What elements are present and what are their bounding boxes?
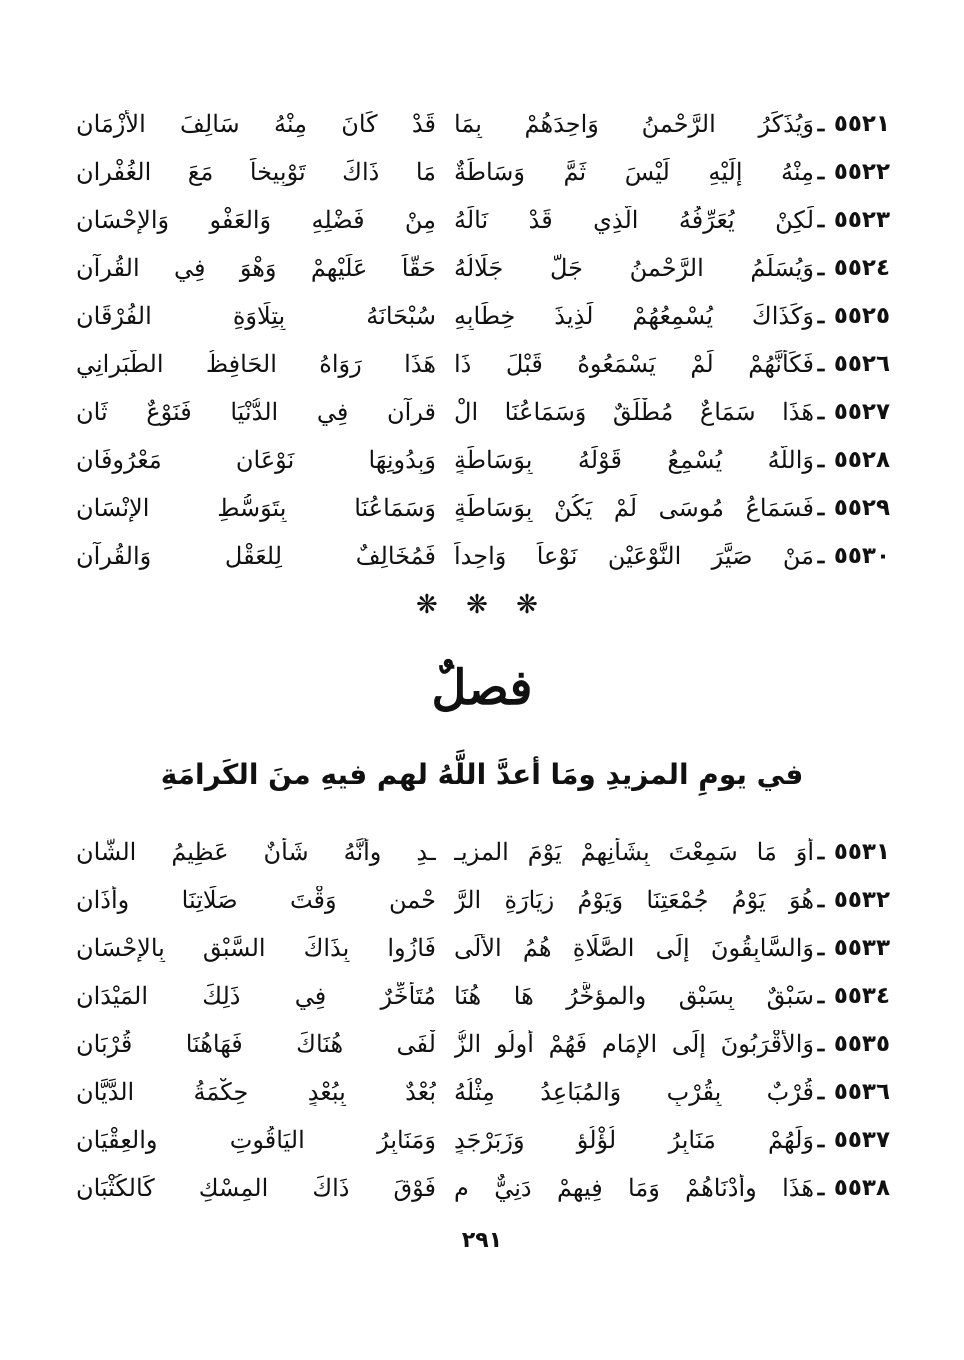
verse-number: ٥٥٣٥: [833, 1031, 890, 1057]
verse-second-hemistich: مِنْ فَضْلِهِ وَالعَفْوِ وَالإحْسَانِ: [76, 206, 436, 234]
verse-row: [60, 148, 890, 196]
verse-second-hemistich: فَازُوا بِذَاكَ السَّبْقِ بِالإحْسَانِ: [76, 934, 436, 962]
verse-dash: ـ: [817, 111, 825, 137]
verse-dash: ـ: [817, 1079, 825, 1105]
verse-dash: ـ: [817, 1175, 825, 1201]
verse-first-hemistich: لَكِنْ يُعَرِّفُهُ الَّذِي قَدْ نَالَهُ: [454, 206, 814, 234]
verse-number: ٥٥٢٩: [833, 495, 890, 521]
verse-first-hemistich: وَيُذَكِّرُ الرَّحْمنُ وَاحِدَهُمْ بِمَا: [454, 110, 814, 138]
verse-row: [60, 1020, 890, 1068]
verse-first-hemistich: وَيُسَلِّمُ الرَّحْمنُ جَلَّ جَلَالُهُ: [454, 254, 814, 282]
verse-dash: ـ: [817, 935, 825, 961]
verse-second-hemistich: مَا ذَاكَ تَوْبِيخاً مَعَ الغُفْرانِ: [76, 158, 436, 186]
verse-dash: ـ: [817, 887, 825, 913]
verse-row: [60, 340, 890, 388]
verse-row: [60, 100, 890, 148]
verse-second-hemistich: فَمُخَالِفٌ لِلعَقْلِ وَالقُرآنِ: [76, 542, 436, 570]
verse-dash: ـ: [817, 543, 825, 569]
verse-second-hemistich: سُبْحَانَهُ بِتِلَاوَةِ الفُرْقَانِ: [76, 302, 436, 330]
verse-number: ٥٥٢٦: [833, 351, 890, 377]
verse-second-hemistich: لْفَى هُنَاكَ فَهَاهُنَا قُرْبَانِ: [76, 1030, 436, 1058]
verse-row: [60, 532, 890, 580]
verse-second-hemistich: حَقّاً عَلَيْهِمْ وَهْوَ فِي القُرآنِ: [76, 254, 436, 282]
verse-dash: ـ: [817, 399, 825, 425]
verse-row: [60, 876, 890, 924]
verse-second-hemistich: ـدِ وأنَّهُ شَأْنٌ عَظِيمُ الشَّانِ: [76, 838, 436, 866]
verse-second-hemistich: مُتَأَخِّرٌ فِي ذَلِكَ المَيْدَانِ: [76, 982, 436, 1010]
verse-first-hemistich: هَذَا سَمَاعٌ مُطْلَقٌ وَسَمَاعُنَا الْ: [454, 398, 814, 426]
verse-second-hemistich: حْمنِ وَقْتَ صَلَاتِنَا وأذَانِ: [76, 886, 436, 914]
verse-number: ٥٥٢٥: [833, 303, 890, 329]
verse-dash: ـ: [817, 447, 825, 473]
verse-number: ٥٥٣٠: [833, 543, 890, 569]
verse-first-hemistich: وَالسَّابِقُونَ إِلَى الصَّلَاةِ هُمُ الأُلَى: [454, 934, 814, 962]
verses-block-top: [60, 100, 890, 580]
verse-number: ٥٥٢٤: [833, 255, 890, 281]
verse-second-hemistich: قَدْ كَانَ مِنْهُ سَالِفَ الأزْمَانِ: [76, 110, 436, 138]
verse-first-hemistich: فَسَمَاعُ مُوسَى لَمْ يَكُنْ بِوَسَاطَةٍ: [454, 494, 814, 522]
verse-row: [60, 1068, 890, 1116]
verse-second-hemistich: بُعْدٌ بِبُعْدٍ حِكْمَةُ الدَّيَّانِ: [76, 1078, 436, 1106]
verse-first-hemistich: أَوَ مَا سَمِعْتَ بِشَأْنِهِمْ يَوْمَ المزيـ: [454, 838, 814, 866]
verse-row: [60, 244, 890, 292]
verse-number: ٥٥٣٣: [833, 935, 890, 961]
verse-dash: ـ: [817, 1127, 825, 1153]
verse-dash: ـ: [817, 983, 825, 1009]
verse-row: [60, 972, 890, 1020]
verse-second-hemistich: وَسَمَاعُنَا بِتَوَسُّطِ الإنْسَانِ: [76, 494, 436, 522]
verse-row: [60, 388, 890, 436]
verse-number: ٥٥٣٧: [833, 1127, 890, 1153]
verse-dash: ـ: [817, 159, 825, 185]
verse-number: ٥٥٢٢: [833, 159, 890, 185]
verse-second-hemistich: هَذَا رَوَاهُ الحَافِظُ الطَّبَرانِي: [76, 350, 436, 378]
verse-number: ٥٥٣٢: [833, 887, 890, 913]
verse-row: [60, 436, 890, 484]
verses-block-bottom: [60, 828, 890, 1212]
verse-dash: ـ: [817, 351, 825, 377]
chapter-heading: فصلٌ: [431, 660, 533, 716]
page-number: ٢٩١: [461, 1228, 503, 1253]
verse-dash: ـ: [817, 495, 825, 521]
verse-row: [60, 292, 890, 340]
verse-first-hemistich: سَبْقٌ بِسَبْقٍ والمؤخَّرُ هَا هُنَا: [454, 982, 814, 1010]
verse-second-hemistich: وَبِدُونِهَا نَوْعَانِ مَعْرُوفَانِ: [76, 446, 436, 474]
verse-first-hemistich: مِنْهُ إِلَيْهِ لَيْسَ ثَمَّ وَسَاطَةٌ: [454, 158, 814, 186]
verse-first-hemistich: وَاللَّهُ يُسْمِعُ قَوْلَهُ بِوَسَاطَةٍ: [454, 446, 814, 474]
verse-first-hemistich: فَكَأَنَّهُمْ لَمْ يَسْمَعُوهُ قَبْلَ ذَا: [454, 350, 814, 378]
verse-row: [60, 1164, 890, 1212]
verse-first-hemistich: وَالأَقْرَبُونَ إِلَى الإِمَامِ فَهُمْ أولُو الزُّ: [454, 1030, 814, 1058]
verse-number: ٥٥٢١: [833, 111, 890, 137]
verse-row: [60, 484, 890, 532]
verse-dash: ـ: [817, 255, 825, 281]
verse-row: [60, 924, 890, 972]
verse-number: ٥٥٣٤: [833, 983, 890, 1009]
verse-row: [60, 1116, 890, 1164]
verse-second-hemistich: فَوْقَ ذَاكَ المِسْكِ كَالكُثْبَانِ: [76, 1174, 436, 1202]
ornament-separator: ❋ ❋ ❋: [416, 590, 548, 620]
verse-second-hemistich: قرآنِ فِي الدُّنْيَا فَنَوْعٌ ثَانِ: [76, 398, 436, 426]
verse-first-hemistich: هَذَا وأَدْنَاهُمْ وَمَا فِيهِمْ دَنِيٌّ م: [454, 1174, 814, 1202]
verse-dash: ـ: [817, 839, 825, 865]
verse-first-hemistich: هُوَ يَوْمُ جُمْعَتِنَا وَيَوْمُ زِيَارَةِ الرَّ: [454, 886, 814, 914]
verse-row: [60, 828, 890, 876]
verse-first-hemistich: قُرْبٌ بِقُرْبٍ وَالمُبَاعِدُ مِثْلُهُ: [454, 1078, 814, 1106]
verse-number: ٥٥٢٣: [833, 207, 890, 233]
verse-number: ٥٥٣٦: [833, 1079, 890, 1105]
section-title: في يومِ المزيدِ ومَا أعدَّ اللَّهُ لهم فيهِ منَ الكَرامَةِ: [160, 758, 804, 791]
verse-first-hemistich: وَكَذَاكَ يُسْمِعُهُمْ لَذِيذَ خِطَابِهِ: [454, 302, 814, 330]
verse-first-hemistich: مَنْ صَيَّرَ النَّوْعَيْنِ نَوْعاً وَاحِداً: [454, 542, 814, 570]
verse-number: ٥٥٢٧: [833, 399, 890, 425]
verse-number: ٥٥٣١: [833, 839, 890, 865]
verse-first-hemistich: وَلَهُمْ مَنَابِرُ لُؤْلُؤٍ وَزَبَرْجَدٍ: [454, 1126, 814, 1154]
verse-number: ٥٥٣٨: [833, 1175, 890, 1201]
verse-number: ٥٥٢٨: [833, 447, 890, 473]
verse-row: [60, 196, 890, 244]
verse-second-hemistich: وَمَنَابِرُ اليَاقُوتِ والعِقْيَانِ: [76, 1126, 436, 1154]
verse-dash: ـ: [817, 303, 825, 329]
verse-dash: ـ: [817, 1031, 825, 1057]
verse-dash: ـ: [817, 207, 825, 233]
